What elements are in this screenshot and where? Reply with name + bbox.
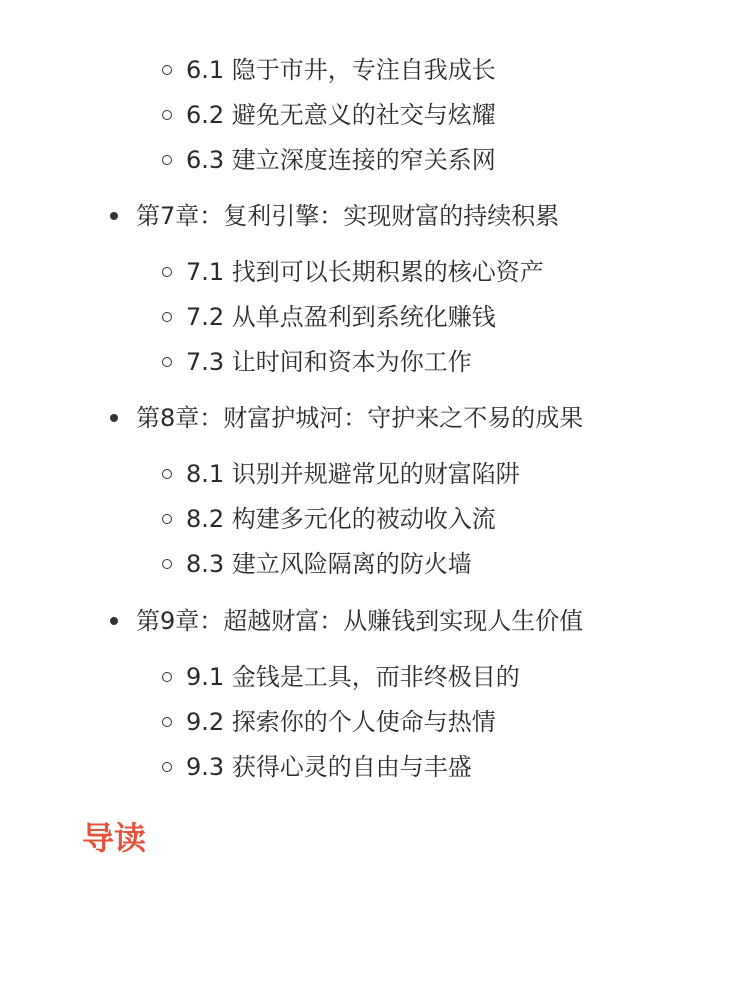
list-item-6-3 [162,140,496,180]
list-item-9-2 [162,702,496,742]
chapter-item-8 [110,398,583,438]
chapter-title: 第9章：超越财富：从赚钱到实现人生价值 [136,607,584,635]
circle-bullet-icon [162,559,172,569]
list-item-8-3 [162,544,472,584]
circle-bullet-icon [162,357,172,367]
list-item-text: 7.1 找到可以长期积累的核心资产 [186,258,544,286]
list-item-7-2 [162,297,496,337]
list-item-text: 6.3 建立深度连接的窄关系网 [186,146,496,174]
list-item-text: 7.2 从单点盈利到系统化赚钱 [186,303,496,331]
dot-bullet-icon [110,617,118,625]
circle-bullet-icon [162,155,172,165]
list-item-text: 8.1 识别并规避常见的财富陷阱 [186,460,520,488]
list-item-6-2 [162,95,496,135]
list-item-9-3 [162,747,472,787]
list-item-text: 9.1 金钱是工具，而非终极目的 [186,663,520,691]
list-item-9-1 [162,657,520,697]
dot-bullet-icon [110,414,118,422]
dot-bullet-icon [110,212,118,220]
list-item-6-1 [162,50,496,90]
list-item-text: 9.3 获得心灵的自由与丰盛 [186,753,472,781]
list-item-text: 8.2 构建多元化的被动收入流 [186,505,496,533]
list-item-8-1 [162,454,520,494]
circle-bullet-icon [162,65,172,75]
list-item-7-3 [162,342,472,382]
circle-bullet-icon [162,762,172,772]
list-item-8-2 [162,499,496,539]
list-item-text: 8.3 建立风险隔离的防火墙 [186,550,472,578]
list-item-text: 7.3 让时间和资本为你工作 [186,348,472,376]
circle-bullet-icon [162,267,172,277]
chapter-item-7 [110,196,559,236]
chapter-item-9 [110,601,583,641]
list-item-text: 6.1 隐于市井，专注自我成长 [186,56,496,84]
chapter-title: 第7章：复利引擎：实现财富的持续积累 [136,202,560,230]
list-item-text: 6.2 避免无意义的社交与炫耀 [186,101,496,129]
chapter-title: 第8章：财富护城河：守护来之不易的成果 [136,404,584,432]
list-item-text: 9.2 探索你的个人使命与热情 [186,708,496,736]
list-item-7-1 [162,252,544,292]
section-heading: 导读 [82,819,147,857]
circle-bullet-icon [162,717,172,727]
circle-bullet-icon [162,110,172,120]
circle-bullet-icon [162,312,172,322]
circle-bullet-icon [162,672,172,682]
circle-bullet-icon [162,514,172,524]
circle-bullet-icon [162,469,172,479]
